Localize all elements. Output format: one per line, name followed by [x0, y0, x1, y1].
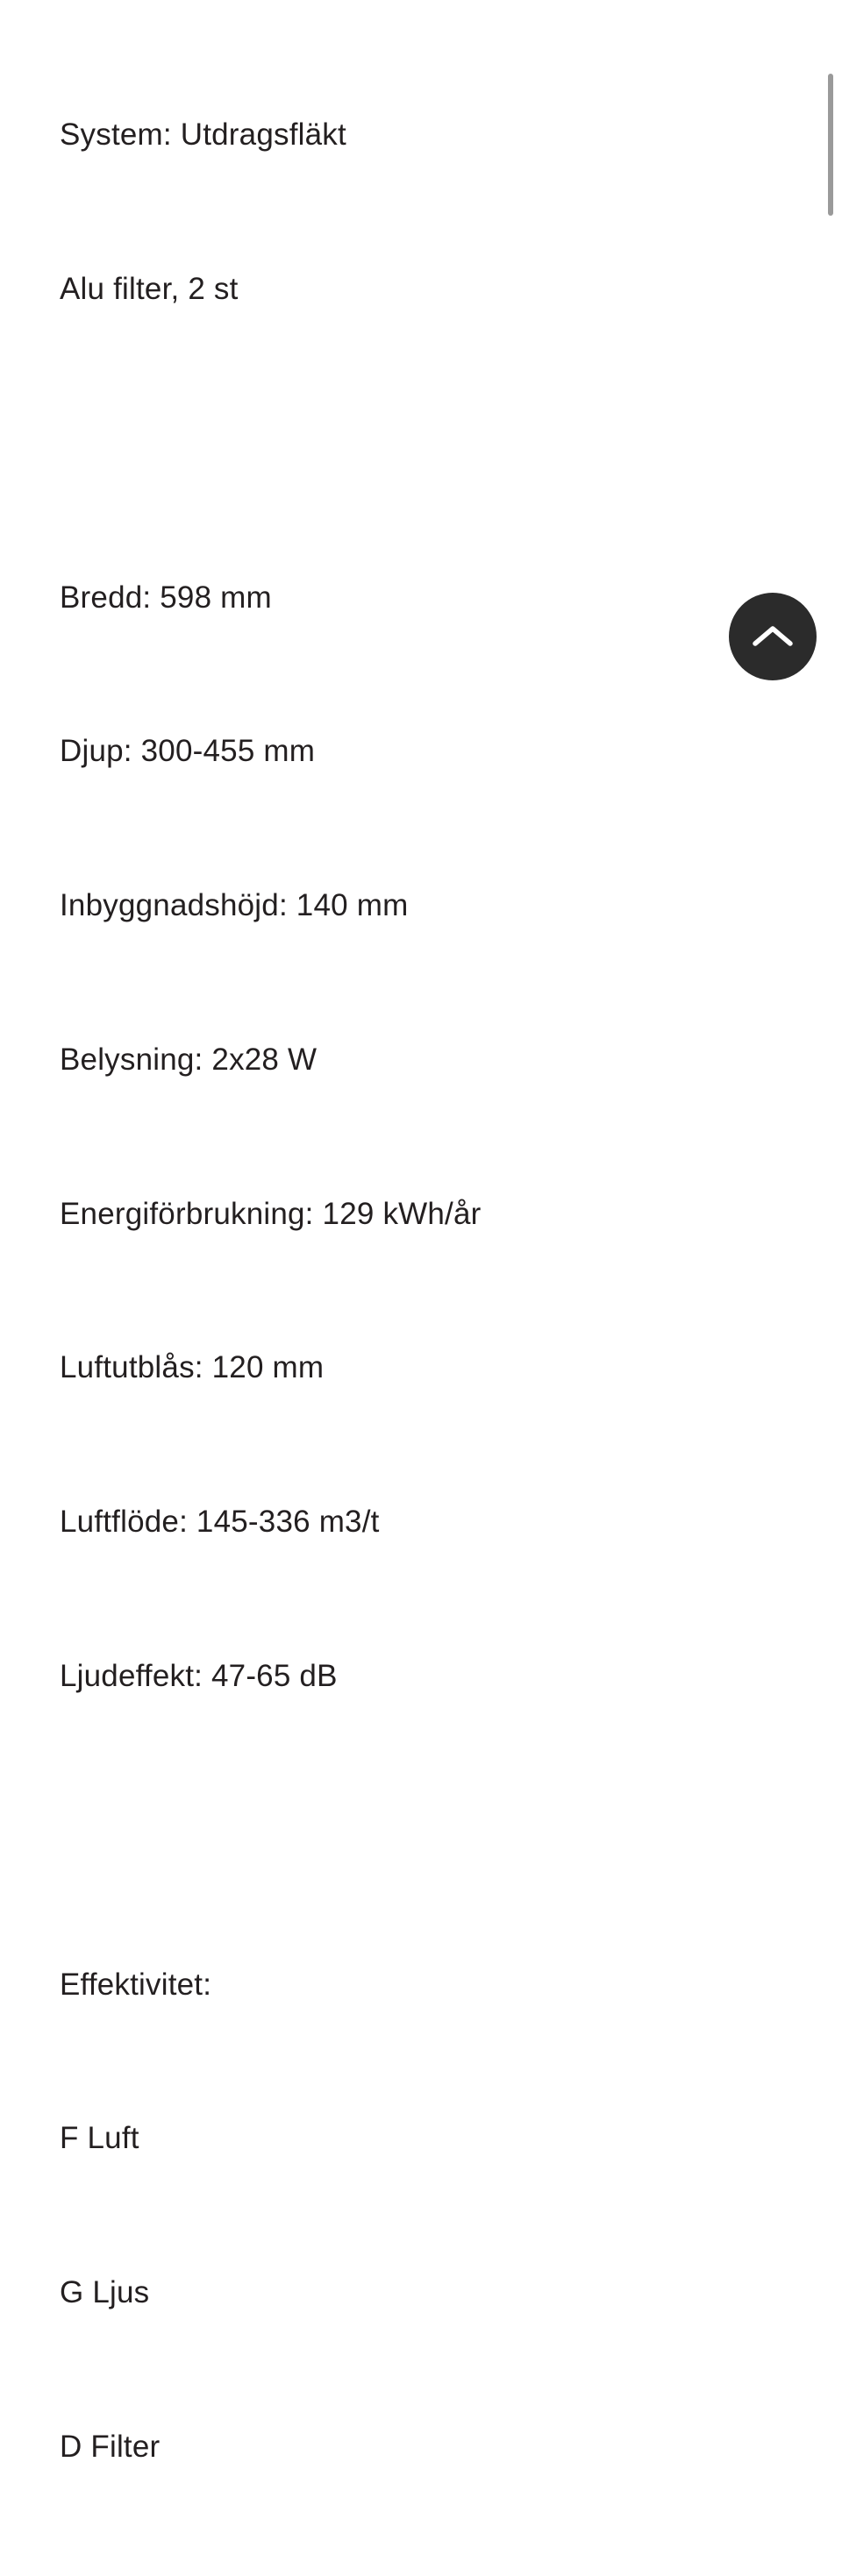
- spec-line-luftutblas: Luftutblås: 120 mm: [60, 1350, 325, 1385]
- spec-line-belysning: Belysning: 2x28 W: [60, 1042, 318, 1077]
- spec-line-spacer-1: [60, 418, 761, 470]
- chevron-up-icon: [750, 623, 796, 651]
- vertical-scrollbar[interactable]: [824, 0, 837, 800]
- spec-line-inbyggnadshojd: Inbyggnadshöjd: 140 mm: [60, 888, 409, 923]
- spec-line-ljudeffekt: Ljudeffekt: 47-65 dB: [60, 1659, 338, 1693]
- spec-line-djup: Djup: 300-455 mm: [60, 734, 316, 769]
- spec-line-spacer-2: [60, 1805, 761, 1857]
- spec-line-system: System: Utdragsfläkt: [60, 117, 346, 153]
- scrollbar-thumb[interactable]: [828, 74, 833, 216]
- spec-line-f-luft: F Luft: [60, 2121, 139, 2156]
- spec-line-alu-filter: Alu filter, 2 st: [60, 271, 239, 306]
- spec-line-effektivitet-heading: Effektivitet:: [60, 1967, 212, 2002]
- spec-line-g-ljus: G Ljus: [60, 2275, 150, 2310]
- spec-line-energiforbrukning: Energiförbrukning: 129 kWh/år: [60, 1196, 482, 1231]
- scroll-to-top-button[interactable]: [729, 593, 817, 680]
- specification-text-block: [60, 7, 761, 2576]
- spec-line-bredd: Bredd: 598 mm: [60, 580, 272, 615]
- spec-line-d-filter: D Filter: [60, 2429, 161, 2464]
- spec-line-luftflode: Luftflöde: 145-336 m3/t: [60, 1505, 380, 1540]
